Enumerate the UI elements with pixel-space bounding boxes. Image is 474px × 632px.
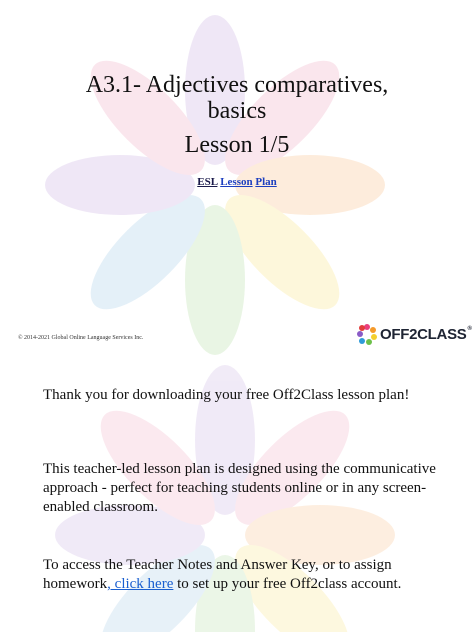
- lesson-title-line2: basics: [207, 98, 267, 124]
- off2class-logo: [356, 323, 472, 345]
- esl-lesson-plan-label[interactable]: [0, 176, 474, 188]
- lesson-number: Lesson 1/5: [184, 132, 290, 158]
- lesson-title-line1: A3.1- Adjectives comparatives,: [85, 72, 389, 98]
- plan-label[interactable]: Plan: [255, 176, 277, 188]
- thank-you-paragraph: Thank you for downloading your free Off2Class lesson plan!: [43, 387, 410, 403]
- access-paragraph: [43, 556, 443, 594]
- click-here-link[interactable]: , click here: [107, 576, 174, 592]
- description-paragraph: This teacher-led lesson plan is designed using the communicative approach - perfect for teaching students online or in any screen-enabled classroom.: [43, 461, 436, 515]
- logo-text: [380, 326, 472, 343]
- logo-wordmark: OFF2CLASS: [380, 325, 467, 343]
- intro-page: [0, 360, 474, 632]
- copyright-notice: © 2014-2021 Global Online Language Services Inc.: [18, 335, 144, 341]
- flower-logo-icon: [356, 323, 378, 345]
- access-text-after: to set up your free Off2class account.: [173, 576, 402, 592]
- access-text-before: To access the Teacher Notes and Answer Key, or to assign homework: [43, 557, 392, 592]
- logo-registered-mark: ®: [467, 325, 472, 332]
- esl-label[interactable]: ESL: [197, 176, 218, 188]
- lesson-title: [0, 72, 474, 124]
- lesson-label[interactable]: Lesson: [220, 176, 253, 188]
